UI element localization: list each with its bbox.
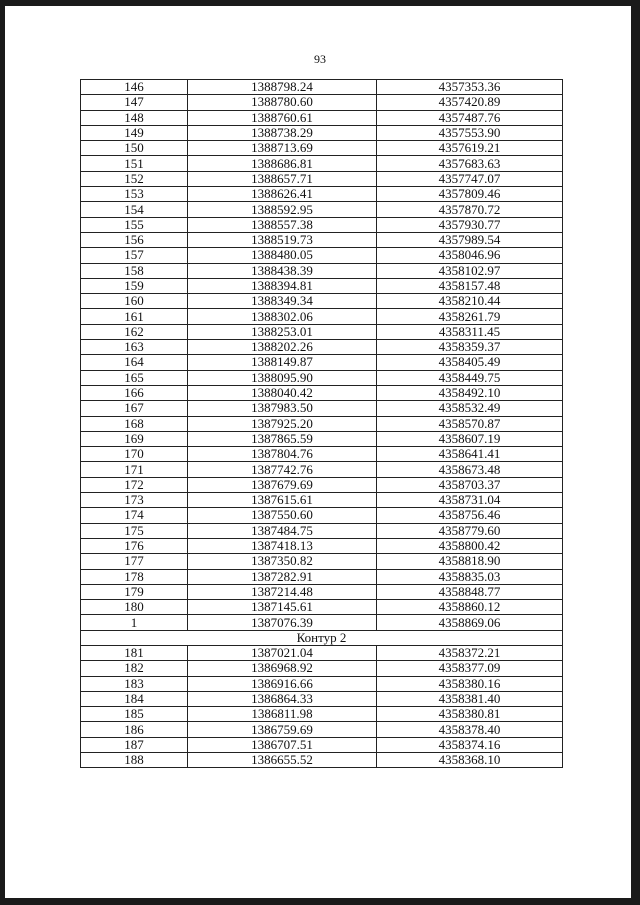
x-coordinate-cell: 1388657.71 xyxy=(188,171,377,186)
x-coordinate-cell: 1387076.39 xyxy=(188,615,377,630)
table-row xyxy=(81,753,563,768)
point-number-cell: 146 xyxy=(81,80,188,95)
point-number-cell: 186 xyxy=(81,722,188,737)
point-number-cell: 160 xyxy=(81,294,188,309)
table-row xyxy=(81,309,563,324)
x-coordinate-cell: 1387983.50 xyxy=(188,401,377,416)
point-number-cell: 177 xyxy=(81,554,188,569)
table-row xyxy=(81,416,563,431)
table-row xyxy=(81,477,563,492)
x-coordinate-cell: 1387804.76 xyxy=(188,447,377,462)
point-number-cell: 166 xyxy=(81,385,188,400)
point-number-cell: 149 xyxy=(81,125,188,140)
x-coordinate-cell: 1387282.91 xyxy=(188,569,377,584)
y-coordinate-cell: 4357553.90 xyxy=(377,125,563,140)
y-coordinate-cell: 4357989.54 xyxy=(377,232,563,247)
x-coordinate-cell: 1386707.51 xyxy=(188,737,377,752)
point-number-cell: 174 xyxy=(81,508,188,523)
x-coordinate-cell: 1388760.61 xyxy=(188,110,377,125)
table-row xyxy=(81,294,563,309)
point-number-cell: 170 xyxy=(81,447,188,462)
y-coordinate-cell: 4357683.63 xyxy=(377,156,563,171)
x-coordinate-cell: 1388798.24 xyxy=(188,80,377,95)
table-row xyxy=(81,156,563,171)
y-coordinate-cell: 4358102.97 xyxy=(377,263,563,278)
table-row xyxy=(81,187,563,202)
x-coordinate-cell: 1388349.34 xyxy=(188,294,377,309)
table-row xyxy=(81,95,563,110)
table-row xyxy=(81,462,563,477)
y-coordinate-cell: 4358372.21 xyxy=(377,645,563,660)
y-coordinate-cell: 4358818.90 xyxy=(377,554,563,569)
table-row xyxy=(81,202,563,217)
scan-border-right xyxy=(631,0,640,905)
point-number-cell: 148 xyxy=(81,110,188,125)
x-coordinate-cell: 1388686.81 xyxy=(188,156,377,171)
point-number-cell: 168 xyxy=(81,416,188,431)
table-row xyxy=(81,278,563,293)
x-coordinate-cell: 1388713.69 xyxy=(188,141,377,156)
x-coordinate-cell: 1388738.29 xyxy=(188,125,377,140)
point-number-cell: 158 xyxy=(81,263,188,278)
x-coordinate-cell: 1386864.33 xyxy=(188,691,377,706)
y-coordinate-cell: 4358492.10 xyxy=(377,385,563,400)
x-coordinate-cell: 1387350.82 xyxy=(188,554,377,569)
table-row xyxy=(81,370,563,385)
scan-border-bottom xyxy=(0,898,640,905)
table-row xyxy=(81,554,563,569)
table-row xyxy=(81,324,563,339)
point-number-cell: 183 xyxy=(81,676,188,691)
y-coordinate-cell: 4358311.45 xyxy=(377,324,563,339)
contour-1-rows xyxy=(81,80,563,631)
table-row xyxy=(81,737,563,752)
x-coordinate-cell: 1387925.20 xyxy=(188,416,377,431)
table-row xyxy=(81,707,563,722)
x-coordinate-cell: 1388202.26 xyxy=(188,340,377,355)
y-coordinate-cell: 4358673.48 xyxy=(377,462,563,477)
x-coordinate-cell: 1386759.69 xyxy=(188,722,377,737)
x-coordinate-cell: 1387214.48 xyxy=(188,584,377,599)
table-row xyxy=(81,385,563,400)
scan-border-left xyxy=(0,0,5,905)
table-row xyxy=(81,600,563,615)
x-coordinate-cell: 1387615.61 xyxy=(188,493,377,508)
y-coordinate-cell: 4358261.79 xyxy=(377,309,563,324)
table-row xyxy=(81,141,563,156)
x-coordinate-cell: 1387418.13 xyxy=(188,538,377,553)
y-coordinate-cell: 4357809.46 xyxy=(377,187,563,202)
table-row xyxy=(81,493,563,508)
point-number-cell: 178 xyxy=(81,569,188,584)
x-coordinate-cell: 1387145.61 xyxy=(188,600,377,615)
point-number-cell: 163 xyxy=(81,340,188,355)
x-coordinate-cell: 1386655.52 xyxy=(188,753,377,768)
table-row xyxy=(81,661,563,676)
point-number-cell: 181 xyxy=(81,645,188,660)
y-coordinate-cell: 4358869.06 xyxy=(377,615,563,630)
point-number-cell: 155 xyxy=(81,217,188,232)
point-number-cell: 180 xyxy=(81,600,188,615)
y-coordinate-cell: 4357747.07 xyxy=(377,171,563,186)
y-coordinate-cell: 4358641.41 xyxy=(377,447,563,462)
table-row xyxy=(81,110,563,125)
table-row xyxy=(81,722,563,737)
table-row xyxy=(81,584,563,599)
point-number-cell: 185 xyxy=(81,707,188,722)
y-coordinate-cell: 4358860.12 xyxy=(377,600,563,615)
table-row xyxy=(81,217,563,232)
point-number-cell: 167 xyxy=(81,401,188,416)
x-coordinate-cell: 1388626.41 xyxy=(188,187,377,202)
y-coordinate-cell: 4358532.49 xyxy=(377,401,563,416)
x-coordinate-cell: 1388149.87 xyxy=(188,355,377,370)
y-coordinate-cell: 4358359.37 xyxy=(377,340,563,355)
section-label: Контур 2 xyxy=(81,630,563,645)
point-number-cell: 175 xyxy=(81,523,188,538)
x-coordinate-cell: 1387742.76 xyxy=(188,462,377,477)
table-row xyxy=(81,447,563,462)
x-coordinate-cell: 1386811.98 xyxy=(188,707,377,722)
y-coordinate-cell: 4357420.89 xyxy=(377,95,563,110)
table-row xyxy=(81,508,563,523)
y-coordinate-cell: 4358405.49 xyxy=(377,355,563,370)
x-coordinate-cell: 1388480.05 xyxy=(188,248,377,263)
y-coordinate-cell: 4358756.46 xyxy=(377,508,563,523)
y-coordinate-cell: 4358731.04 xyxy=(377,493,563,508)
point-number-cell: 156 xyxy=(81,232,188,247)
x-coordinate-cell: 1388592.95 xyxy=(188,202,377,217)
point-number-cell: 152 xyxy=(81,171,188,186)
point-number-cell: 164 xyxy=(81,355,188,370)
point-number-cell: 187 xyxy=(81,737,188,752)
table-row xyxy=(81,355,563,370)
table-row xyxy=(81,232,563,247)
table-row xyxy=(81,80,563,95)
y-coordinate-cell: 4358377.09 xyxy=(377,661,563,676)
point-number-cell: 176 xyxy=(81,538,188,553)
x-coordinate-cell: 1388040.42 xyxy=(188,385,377,400)
table-row xyxy=(81,340,563,355)
scan-border-top xyxy=(0,0,640,6)
table-row xyxy=(81,171,563,186)
point-number-cell: 173 xyxy=(81,493,188,508)
y-coordinate-cell: 4358378.40 xyxy=(377,722,563,737)
point-number-cell: 153 xyxy=(81,187,188,202)
table-row xyxy=(81,645,563,660)
point-number-cell: 165 xyxy=(81,370,188,385)
x-coordinate-cell: 1388302.06 xyxy=(188,309,377,324)
point-number-cell: 162 xyxy=(81,324,188,339)
point-number-cell: 1 xyxy=(81,615,188,630)
point-number-cell: 169 xyxy=(81,431,188,446)
x-coordinate-cell: 1388780.60 xyxy=(188,95,377,110)
y-coordinate-cell: 4358210.44 xyxy=(377,294,563,309)
page-number: 93 xyxy=(314,52,326,66)
y-coordinate-cell: 4358800.42 xyxy=(377,538,563,553)
table-row xyxy=(81,569,563,584)
table-row xyxy=(81,248,563,263)
x-coordinate-cell: 1387550.60 xyxy=(188,508,377,523)
point-number-cell: 179 xyxy=(81,584,188,599)
point-number-cell: 154 xyxy=(81,202,188,217)
point-number-cell: 182 xyxy=(81,661,188,676)
contour-2-rows xyxy=(81,645,563,767)
coordinates-table xyxy=(80,79,563,768)
table-row xyxy=(81,125,563,140)
y-coordinate-cell: 4358381.40 xyxy=(377,691,563,706)
y-coordinate-cell: 4357930.77 xyxy=(377,217,563,232)
x-coordinate-cell: 1388519.73 xyxy=(188,232,377,247)
y-coordinate-cell: 4358368.10 xyxy=(377,753,563,768)
table-row xyxy=(81,263,563,278)
point-number-cell: 188 xyxy=(81,753,188,768)
y-coordinate-cell: 4358380.81 xyxy=(377,707,563,722)
y-coordinate-cell: 4358848.77 xyxy=(377,584,563,599)
y-coordinate-cell: 4357619.21 xyxy=(377,141,563,156)
x-coordinate-cell: 1387865.59 xyxy=(188,431,377,446)
table-row xyxy=(81,523,563,538)
x-coordinate-cell: 1386916.66 xyxy=(188,676,377,691)
y-coordinate-cell: 4358703.37 xyxy=(377,477,563,492)
table-row xyxy=(81,431,563,446)
point-number-cell: 159 xyxy=(81,278,188,293)
point-number-cell: 147 xyxy=(81,95,188,110)
point-number-cell: 150 xyxy=(81,141,188,156)
table-row xyxy=(81,538,563,553)
y-coordinate-cell: 4357870.72 xyxy=(377,202,563,217)
section-row xyxy=(81,630,563,645)
section-header xyxy=(81,630,563,645)
y-coordinate-cell: 4358046.96 xyxy=(377,248,563,263)
y-coordinate-cell: 4358607.19 xyxy=(377,431,563,446)
table-row xyxy=(81,615,563,630)
x-coordinate-cell: 1388095.90 xyxy=(188,370,377,385)
y-coordinate-cell: 4358570.87 xyxy=(377,416,563,431)
table-row xyxy=(81,676,563,691)
x-coordinate-cell: 1388394.81 xyxy=(188,278,377,293)
point-number-cell: 157 xyxy=(81,248,188,263)
y-coordinate-cell: 4358779.60 xyxy=(377,523,563,538)
x-coordinate-cell: 1388557.38 xyxy=(188,217,377,232)
x-coordinate-cell: 1387484.75 xyxy=(188,523,377,538)
x-coordinate-cell: 1386968.92 xyxy=(188,661,377,676)
point-number-cell: 184 xyxy=(81,691,188,706)
y-coordinate-cell: 4358449.75 xyxy=(377,370,563,385)
table-row xyxy=(81,691,563,706)
point-number-cell: 161 xyxy=(81,309,188,324)
y-coordinate-cell: 4358157.48 xyxy=(377,278,563,293)
y-coordinate-cell: 4358380.16 xyxy=(377,676,563,691)
table-row xyxy=(81,401,563,416)
x-coordinate-cell: 1387679.69 xyxy=(188,477,377,492)
x-coordinate-cell: 1387021.04 xyxy=(188,645,377,660)
x-coordinate-cell: 1388253.01 xyxy=(188,324,377,339)
point-number-cell: 151 xyxy=(81,156,188,171)
y-coordinate-cell: 4357353.36 xyxy=(377,80,563,95)
point-number-cell: 172 xyxy=(81,477,188,492)
y-coordinate-cell: 4358835.03 xyxy=(377,569,563,584)
y-coordinate-cell: 4357487.76 xyxy=(377,110,563,125)
point-number-cell: 171 xyxy=(81,462,188,477)
x-coordinate-cell: 1388438.39 xyxy=(188,263,377,278)
y-coordinate-cell: 4358374.16 xyxy=(377,737,563,752)
